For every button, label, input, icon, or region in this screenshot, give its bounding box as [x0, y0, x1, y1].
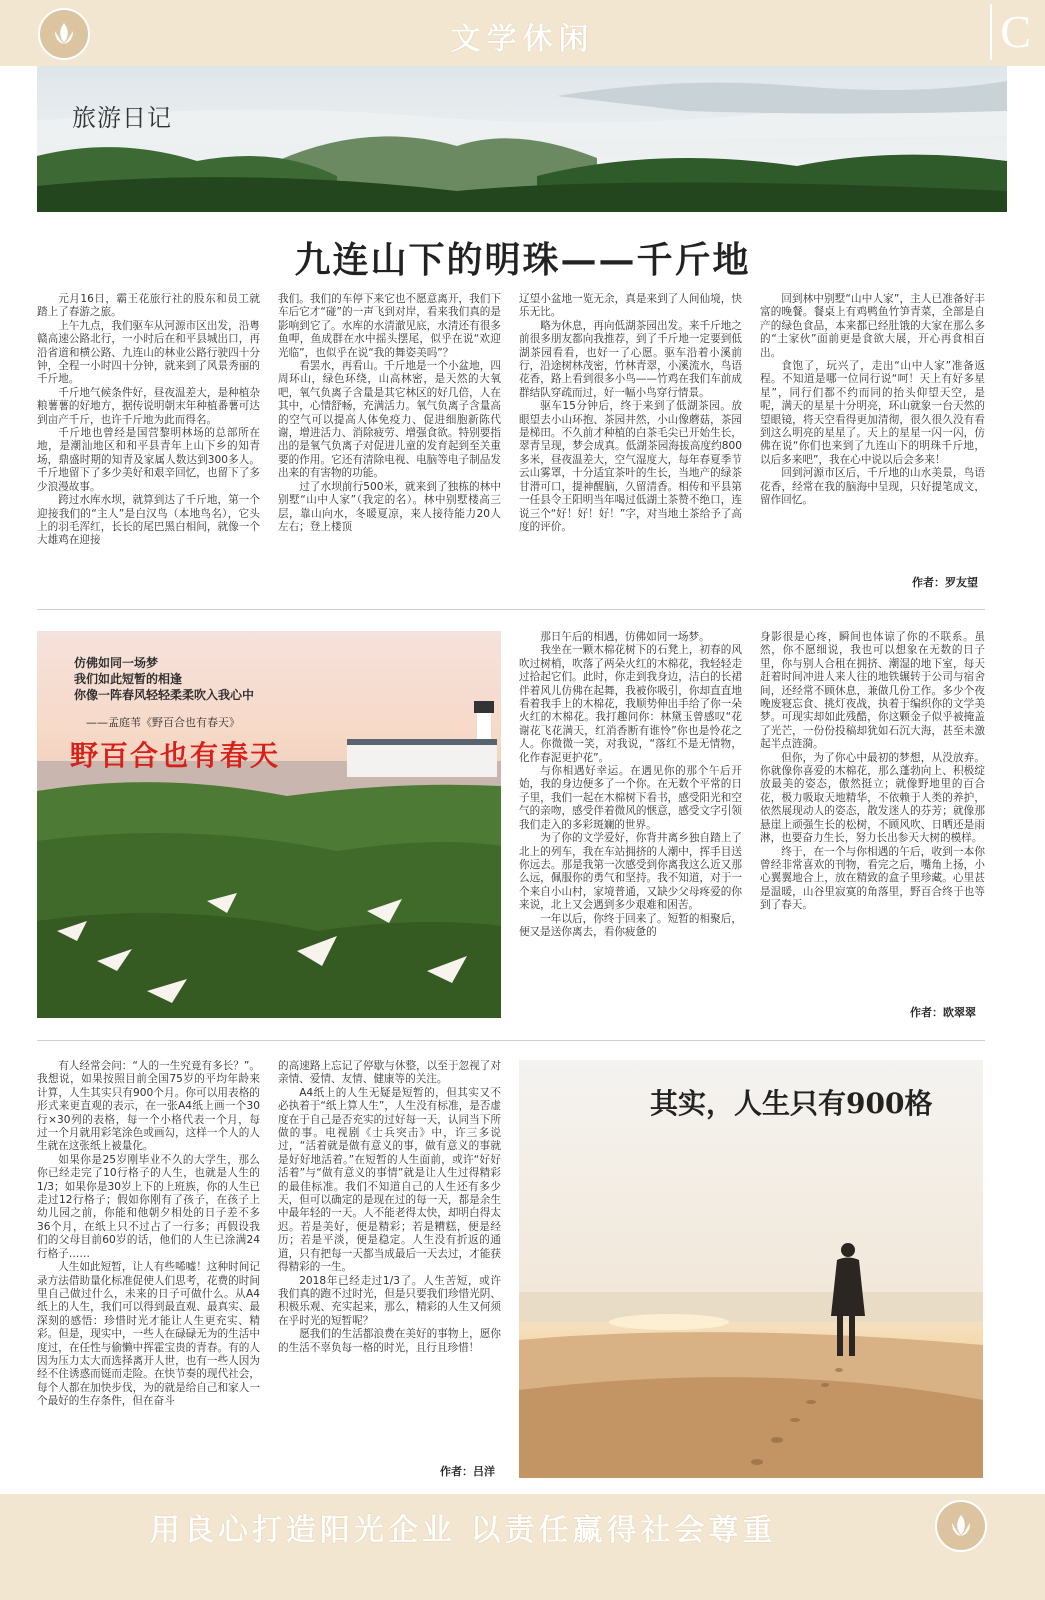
paragraph: 有人经常会问：“人的一生究竟有多长？”。我想说，如果按照目前全国75岁的平均年龄来计算，人生其实只有900个月。你可以用表格的形式来更直观的表示，在一张A4纸上画一个30行×30列的表格，每一个小格代表一个月，每过一个月就用彩笔涂色或画勾，这样一个人的人生就在这张纸上被量化。 — [37, 1060, 260, 1153]
poem-excerpt — [74, 655, 254, 703]
article2-byline: 作者：欧翠翠 — [910, 1006, 976, 1019]
paragraph: 那日午后的相遇，仿佛如同一场梦。 — [540, 631, 710, 643]
article1-col-1 — [37, 293, 260, 591]
paragraph: 回到林中别墅“山中人家”，主人已准备好丰富的晚餐。餐桌上有鸡鸭鱼竹笋青菜，全部是自产的绿色食品，本来都已经肚饿的大家在那么多的“土家伙”面前更是食欲大展，开心再食相百出。 — [760, 293, 985, 359]
article1-col-3 — [519, 293, 742, 591]
paragraph: 人生如此短暂，让人有些唏嘘！这种时间记录方法借助量化标准促使人们思考，花费的时间里自己做过什么，未来的日子可做什么。从A4纸上的人生，我们可以得到最直观、最真实、最深刻的感悟：珍惜时光才能让人生更充实、精彩。但是，现实中，一些人在碌碌无为的生活中度过，在任性与偷懒中挥霍宝贵的青春。有的人因为压力太大而选择离开人世，也有一些人因为经不住诱惑而铤而走险。在快节奏的现代社会，每个人都在加快步伐，为的就是给自己和家人一个最好的生存条件，但在奋斗 — [37, 1261, 260, 1408]
paragraph: 但你，为了你心中最初的梦想，从没放弃。你就像你喜爱的木棉花，那么蓬勃向上、积极绽放最美的姿态，傲然挺立；就像野地里的百合花，极力吸取天地精华，不依赖于人类的养护，依然展现动人的姿态，散发迷人的芬芳；就像那悬崖上顽强生长的松树，不顾风吹、日晒还是雨淋，也要奋力生长，努力长出参天大树的模样。 — [760, 751, 985, 845]
footer-slogan: 用良心打造阳光企业 以责任赢得社会尊重 — [150, 1513, 777, 1548]
mountain-photo — [37, 66, 1007, 212]
section-label: 旅游日记 — [72, 104, 172, 132]
paragraph: 略为休息，再向低湖茶园出发。来千斤地之前很多朋友都向我推荐，到了千斤地一定要到低湖茶园看看，也好一了心愿。驱车沿着小溪前行，沿途树林茂密，竹林青翠，小溪流水，鸟语花香，路上看到很多小鸟——竹鸡在我们车前成群结队穿疏而过，好一幅小鸟穿行情景。 — [519, 319, 742, 399]
paragraph: A4纸上的人生无疑是短暂的，但其实又不必执着于“纸上算人生”，人生没有标准，是否虚度在于自己是否充实的过好每一天，认同当下所做的事。电视剧《士兵突击》中，许三多说过，“活着就是做有意义的事，做有意义的事就是好好地活着。”在短暂的人生面前，或许“好好活着”与“做有意义的事情”就是让人生过得精彩的最佳标准。我们不知道自己的人生还有多少天，但可以确定的是现在过的每一天，都是余生中最年轻的一天。人不能老得太快，却明白得太迟。若是美好，便是精彩；若是糟糕，便是经历；若是平淡，便是稳定。人生没有折返的通道，只有把每一天都当成最后一天去过，才能获得精彩的一生。 — [278, 1086, 501, 1274]
article3-col-2 — [278, 1060, 501, 1440]
paragraph: 千斤地也曾经是国营黎明林场的总部所在地，是潮汕地区和和平县青年上山下乡的知青场，鼎盛时期的知青及家属人数达到300多人。千斤地留下了多少美好和艰辛回忆，也留下了多少浪漫故事。 — [37, 427, 260, 493]
paragraph: 看罢水，再看山。千斤地是一个小盆地，四周环山，绿色环绕，山高林密，是天然的大氧吧，氧气负离子含量是其它林区的好几倍，人在其中，心情舒畅，充满活力。氧气负离子含量高的空气可以提高人体免疫力、促进细胞新陈代谢，增进活力、消除疲劳、增强食欲。特别要指出的是氧气负离子对促进儿童的发育起到至关重要的作用。它还有清除电视、电脑等电子制品发出来的有害物的功能。 — [278, 360, 501, 480]
article1-col-2 — [278, 293, 501, 591]
article3-byline: 作者：吕洋 — [440, 1465, 495, 1478]
company-logo-icon — [935, 1500, 987, 1552]
section-divider — [37, 1040, 985, 1041]
article1-headline: 九连山下的明珠——千斤地 — [294, 239, 751, 281]
paragraph: 为了你的文学爱好，你背井离乡独自踏上了北上的列车，我在车站拥挤的人潮中，挥手目送你远去。那是我第一次感受到你离我这么近又那么远，佩服你的勇气和坚持。我不知道，对于一个来自小山村，家境普通，又缺少父母疼爱的你来说，北上又会遇到多少艰难和困苦。 — [519, 832, 742, 912]
section-divider — [37, 609, 985, 610]
poem-source: ——孟庭苇《野百合也有春天》 — [86, 716, 240, 729]
paragraph: 与你相遇好幸运。在遇见你的那个午后开始，我的身边便多了一个你。在无数个平常的日子里，我们一起在木棉树下看书，感受阳光和空气的亲吻，感受伴着微风的惬意，感受文字引领我们走入的多彩斑斓的世界。 — [519, 765, 742, 831]
paragraph: 2018年已经走过1/3了。人生苦短，或许我们真的跑不过时光，但是只要我们珍惜光阴、积极乐观、充实起来，那么，精彩的人生又何须在乎时光的短暂呢？ — [278, 1274, 501, 1327]
article1-byline: 作者：罗友望 — [912, 576, 978, 589]
article1-col-4 — [760, 293, 985, 553]
paragraph: 终于，在一个与你相遇的午后，收到一本你曾经非常喜欢的刊物，看完之后，嘴角上扬，小心翼翼地合上，放在精致的盒子里珍藏。心里甚是温暖，山谷里寂寞的角落里，野百合终于也等到了春天。 — [760, 845, 985, 912]
paragraph: 我们。我们的车停下来它也不愿意离开，我们下车后它才“碰”的一声飞到对岸，看来我们真的是影响到它了。水库的水清澈见底，水清还有很多鱼呷，鱼成群在水中摇头摆尾，似乎在说“欢迎光临”，也似乎在说“我的舞姿美吗”？ — [278, 293, 501, 359]
poem-line: 你像一阵春风轻轻柔柔吹入我心中 — [74, 688, 255, 702]
paragraph: 如果你是25岁刚毕业不久的大学生，那么你已经走完了10行格子的人生，也就是人生的1/3；如果你是30岁上下的上班族，你的人生已走过12行格子；假如你刚有了孩子，在孩子上幼儿园之前，你能和他朝夕相处的日子差不多36个月，在纸上只不过占了一行多；再假设我们的父母目前60岁的话，他们的人生已涂满24行格子…… — [37, 1153, 260, 1260]
paragraph: 回到河源市区后，千斤地的山水美景，鸟语花香，经常在我的脑海中呈现，只好提笔成文，留作回忆。 — [760, 467, 985, 507]
paragraph: 身影很是心疼，瞬间也体谅了你的不联系。虽然，你不愿细说，我也可以想象在无数的日子里，你与别人合租在拥挤、潮湿的地下室，每天赶着时间冲进人来人往的地铁辗转于公司与宿舍间，还经常不顾休息，兼做几份工作。多少个夜晚废寝忘食、挑灯夜战，执着于编织你的文学美梦。可现实却如此残酷，你这颗金子似乎被掩盖了光芒，一份份投稿却犹如石沉大海，甚至未激起半点涟漪。 — [760, 631, 985, 751]
paragraph: 驱车15分钟后，终于来到了低湖茶园。放眼望去小山环抱、茶园井然，小山像蘑菇，茶园是梯田。不久前才种植的白茶毛尖已开始生长，翠青呈现，梦会成真。低湖茶园海拔高度约800多米，昼夜温差大，空气湿度大，每年春夏季节云山雾罩，十分适宜茶叶的生长，当地产的绿茶甘滑可口，提神醒脑，久留清香。相传和平县第一任县令王阳明当年喝过低湖土茶赞不绝口，连说三个“好！好！好！”字，对当地土茶给予了高度的评价。 — [519, 400, 742, 533]
paragraph: 跨过水库水坝，就算到达了千斤地，第一个迎接我们的“主人”是白汉鸟（本地鸟名），它头上的羽毛浑红，长长的尾巴黑白相间，就像一个大雄鸡在迎接 — [37, 494, 260, 547]
paragraph: 千斤地气候条件好，昼夜温差大，是种植杂粮薯薯的好地方，据传说明朝末年种植番薯可达到亩产千斤，也许千斤地为此而得名。 — [37, 386, 260, 426]
article2-col-1 — [519, 631, 742, 1020]
paragraph: 辽望小盆地一览无余，真是来到了人间仙境，快乐无比。 — [519, 293, 742, 319]
paragraph: 的高速路上忘记了停歇与休整，以至于忽视了对亲情、爱情、友情、健康等的关注。 — [278, 1060, 501, 1086]
paragraph: 食饱了，玩兴了，走出“山中人家”准备返程。不知道是哪一位同行说“呵！天上有好多星星”，同行们都不约而同的抬头仰望天空，是呢，满天的星星十分明亮，环山就象一台天然的望眼镜，将天空看得更加清彻，很久很久没有看到这么明亮的星星了。天上的星星一闪一闪，仿佛在说“你们也来到了九连山下的明珠千斤地，以后多来吧”，我在心中说以后会多来！ — [760, 360, 985, 466]
paragraph: 元月16日，霸王花旅行社的股东和员工就踏上了春游之旅。 — [37, 293, 260, 319]
paragraph: 我坐在一颗木棉花树下的石凳上，初春的风吹过树梢，吹落了两朵火红的木棉花，我轻轻走过拾起它们。此时，你走到我身边，洁白的长裙伴着风儿仿佛在起舞，我被你吸引，你却直直地看着我手上的木棉花，我顺势伸出手给了你一朵火红的木棉花。我打趣问你：林黛玉曾感叹“花谢花飞花满天，红消香断有谁怜”你也是怜花之人。你微微一笑，对我说，“落红不是无情物，化作春泥更护花”。 — [519, 644, 742, 764]
article2-col-2 — [760, 631, 985, 981]
beach-walker-photo — [519, 1060, 983, 1478]
poem-line: 我们如此短暂的相逢 — [74, 672, 183, 686]
paragraph: 上午九点，我们驱车从河源市区出发，沿粤赣高速公路北行，一小时后在和平县城出口，再沿省道和横公路、九连山的林业公路行驶四十分钟，全程一小时四十分钟，就来到了风景秀丽的千斤地。 — [37, 319, 260, 386]
poem-line: 仿佛如同一场梦 — [74, 656, 159, 670]
paragraph: 过了水坝前行500米，就来到了独栋的林中别墅“山中人家”（我定的名）。林中别墅楼高三层，靠山向水，冬暖夏凉，来人接待能力20人左右；登上楼顶 — [278, 480, 501, 533]
paragraph: 一年以后，你终于回来了。短暂的相聚后，便又是送你离去，看你疲惫的 — [519, 912, 742, 938]
article3-headline: 其实，人生只有900格 — [650, 1087, 933, 1120]
article2-headline: 野百合也有春天 — [70, 739, 281, 772]
section-letter: C — [990, 4, 1031, 60]
article3-col-1 — [37, 1060, 260, 1478]
section-title: 文学休闲 — [450, 22, 595, 57]
paragraph: 愿我们的生活都浪费在美好的事物上，愿你的生活不辜负每一格的时光，且行且珍惜！ — [278, 1328, 501, 1354]
